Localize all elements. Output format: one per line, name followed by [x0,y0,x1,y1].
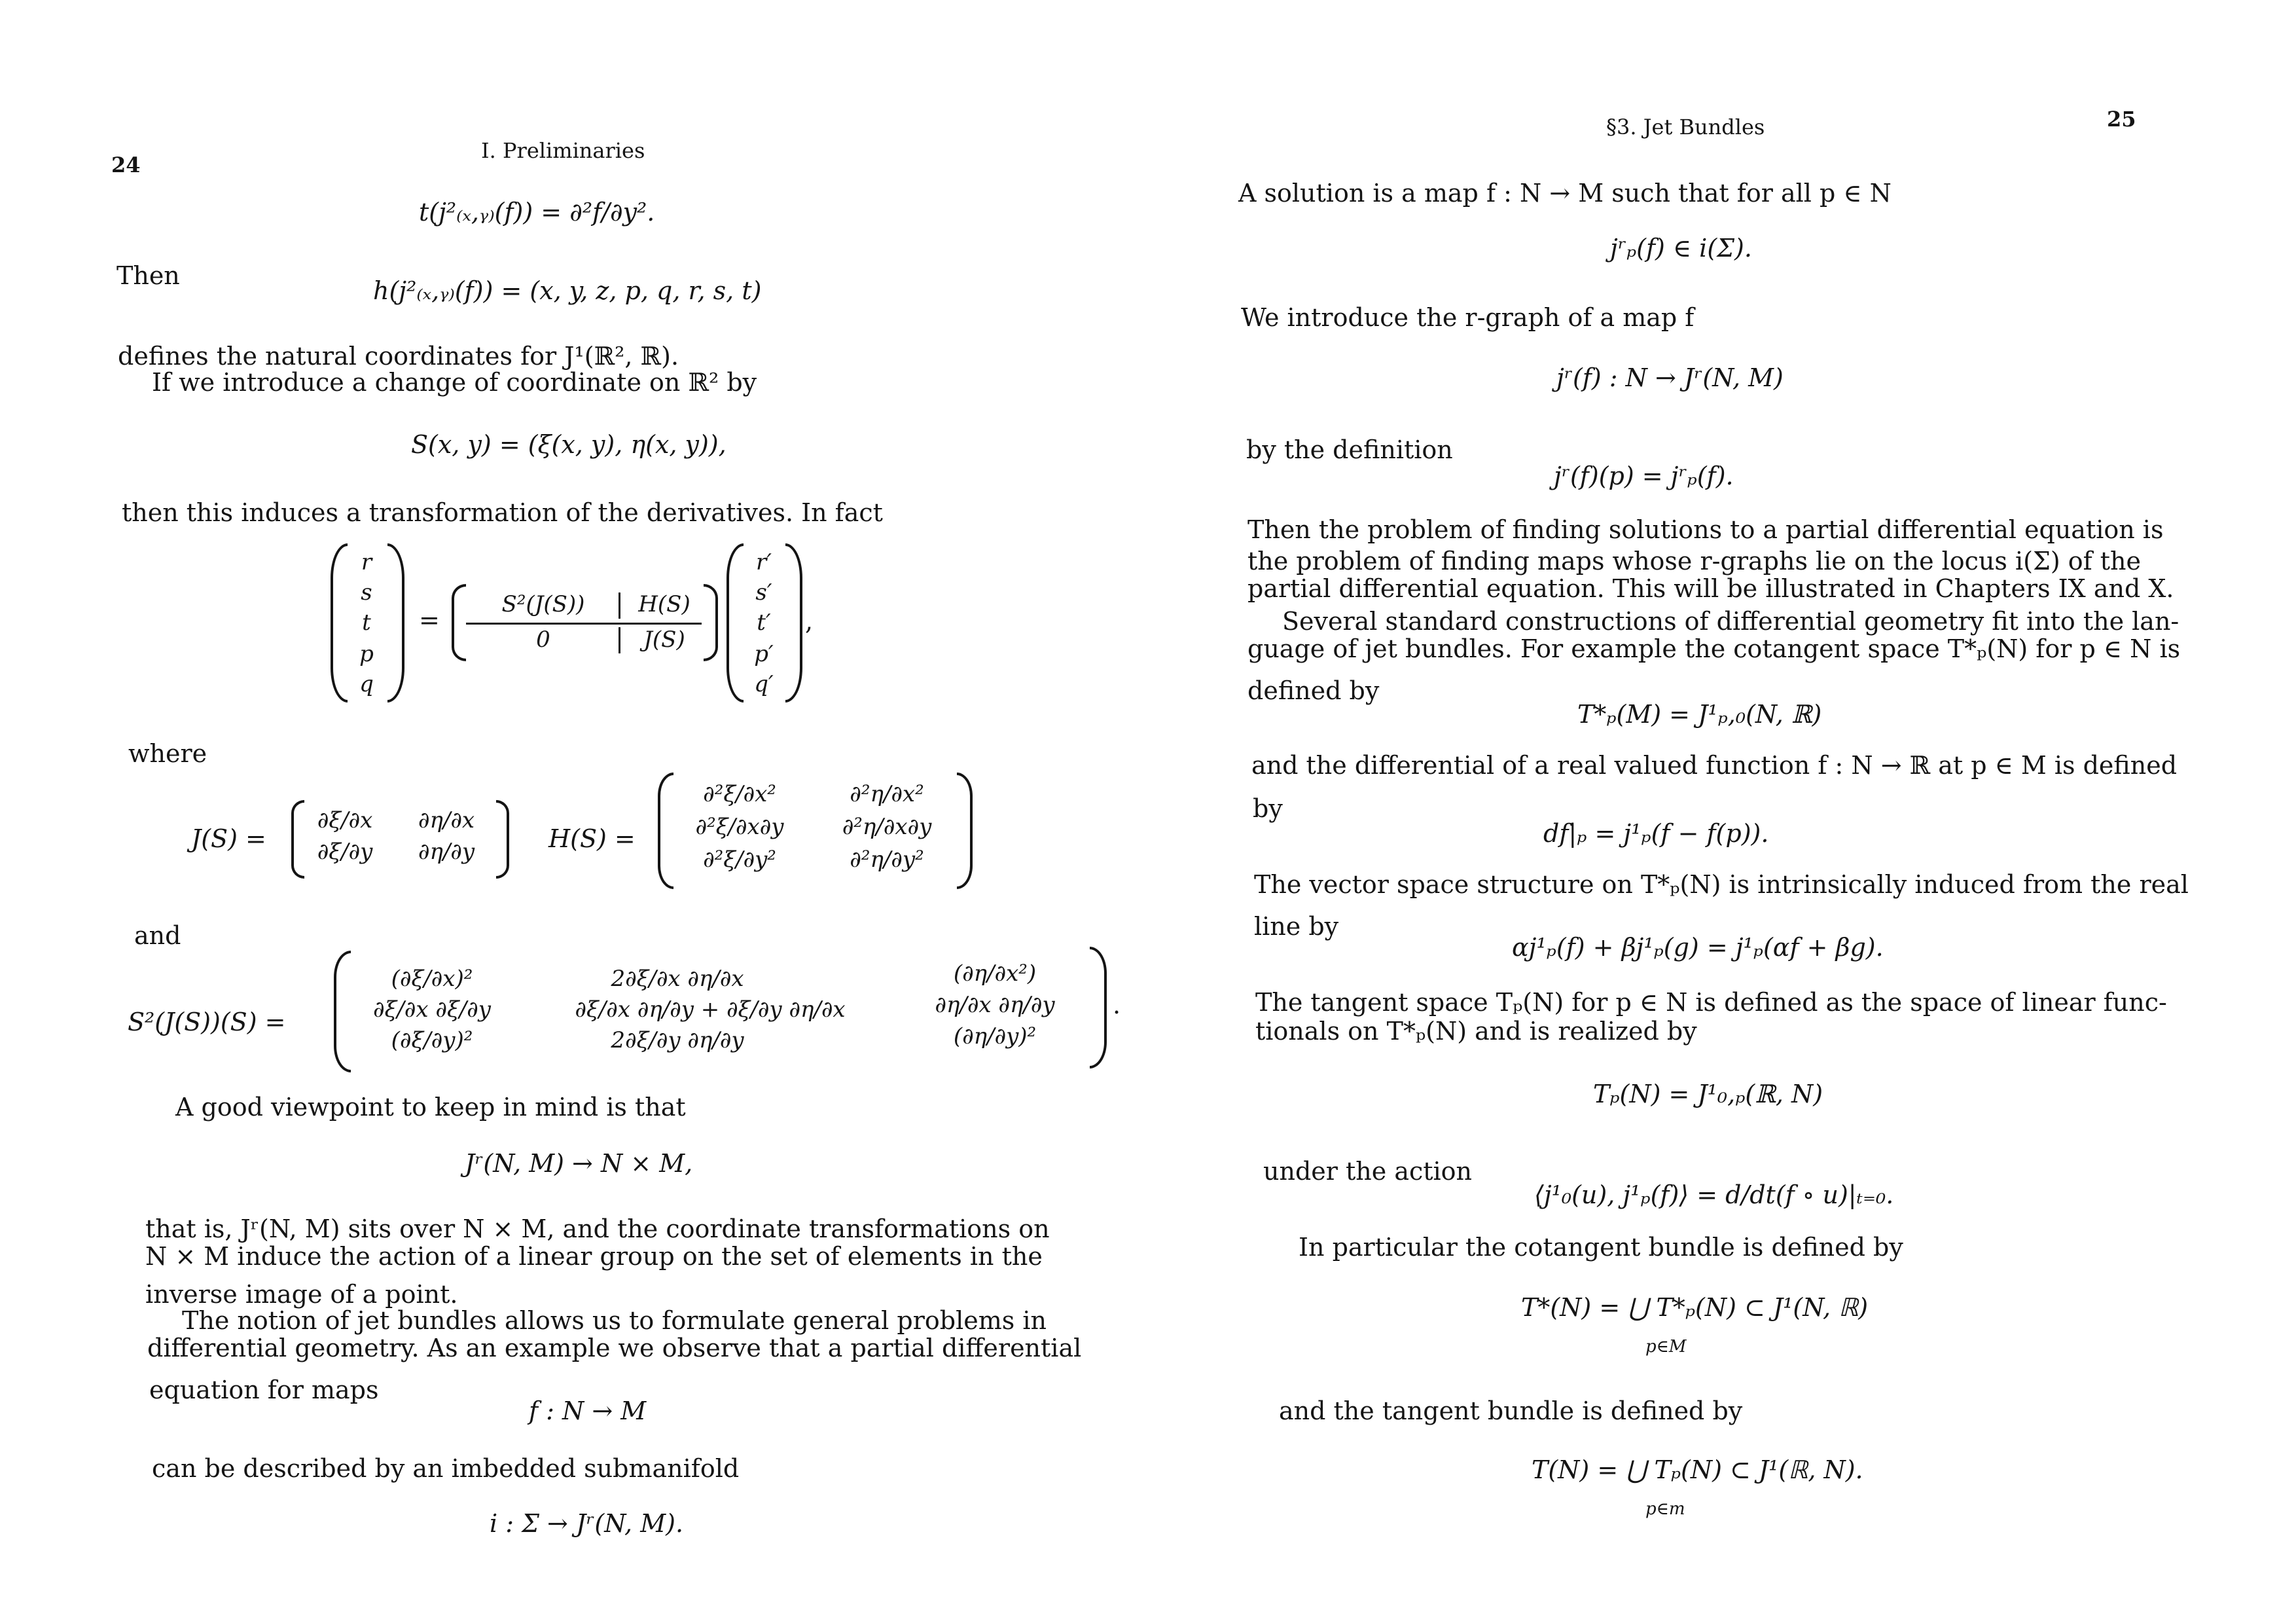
block-divider [619,593,620,619]
block-divider [619,627,620,653]
left-paren [331,543,348,702]
right-page [1148,0,2296,1623]
matrix-label: H(S) = [548,824,636,853]
running-head: I. Preliminaries [481,138,645,163]
matrix-cell: (∂ξ/∂y)² [391,1027,473,1053]
matrix-cell: ∂²ξ/∂y² [703,847,776,873]
block-top-right: H(S) [638,591,691,617]
paragraph-line: that is, Jʳ(N, M) sits over N × M, and the coordinate transformations on [145,1214,1050,1243]
equation: T*ₚ(M) = J¹ₚ,₀(N, ℝ) [1577,700,1822,729]
paragraph-line: The vector space structure on T*ₚ(N) is intrinsically induced from the real [1254,870,2189,899]
block-bottom-left: 0 [536,627,550,653]
matrix-cell: ∂²ξ/∂x∂y [695,814,784,840]
vector-entry: t [362,610,371,636]
equation-S: S(x, y) = (ξ(x, y), η(x, y)), [411,430,726,459]
equation: jʳₚ(f) ∈ i(Σ). [1610,234,1752,263]
equation-jet: Jʳ(N, M) → N × M, [465,1149,693,1178]
matrix-cell: (∂η/∂x²) [953,960,1037,987]
vector-entry: r′ [756,549,772,575]
matrix-cell: ∂η/∂x [418,807,475,833]
equation-i: i : Σ → Jʳ(N, M). [490,1509,684,1538]
vector-entry: q [359,671,374,697]
vector-entry: q′ [754,671,774,697]
matrix-cell: 2∂ξ/∂x ∂η/∂x [611,966,744,992]
equation: αj¹ₚ(f) + βj¹ₚ(g) = j¹ₚ(αf + βg). [1512,933,1884,962]
left-paren [334,951,351,1072]
equation: T*(N) = ⋃ T*ₚ(N) ⊂ J¹(N, ℝ) [1521,1293,1869,1322]
paragraph-line: then this induces a transformation of the derivatives. In fact [122,498,883,527]
paragraph-line: under the action [1263,1157,1473,1186]
paragraph-line: partial differential equation. This will be illustrated in Chapters IX and X. [1247,574,2174,603]
vector-entry: r [361,549,372,575]
paragraph-line: inverse image of a point. [145,1280,458,1309]
vector-entry: s [361,579,372,606]
matrix-cell: 2∂ξ/∂y ∂η/∂y [611,1027,744,1053]
period: . [1113,991,1121,1019]
paragraph-line: line by [1254,912,1339,941]
right-paren [785,543,802,702]
page-number: 24 [111,153,141,177]
paragraph-line: equation for maps [149,1376,379,1404]
text-and: and [134,921,181,950]
equation: Tₚ(N) = J¹₀,ₚ(ℝ, N) [1593,1080,1823,1108]
matrix-cell: (∂ξ/∂x)² [391,966,473,992]
equation: T(N) = ⋃ Tₚ(N) ⊂ J¹(ℝ, N). [1532,1455,1863,1484]
matrix-cell: (∂η/∂y)² [953,1023,1037,1049]
right-paren [387,543,404,702]
paragraph-line: the problem of finding maps whose r-graphs lie on the locus i(Σ) of the [1247,547,2142,575]
paragraph-line: by [1253,794,1283,823]
matrix-cell: ∂η/∂x ∂η/∂y [935,992,1055,1018]
paragraph-line: N × M induce the action of a linear group on the set of elements in the [145,1242,1043,1271]
equation-t: t(j²₍ₓ,ᵧ₎(f)) = ∂²f/∂y². [419,198,655,227]
equation: df|ₚ = j¹ₚ(f − f(p)). [1543,819,1769,848]
comma: , [805,607,814,636]
paragraph-line: The tangent space Tₚ(N) for p ∈ N is defined as the space of linear func- [1255,988,2167,1017]
block-rule [466,623,702,625]
right-paren [496,800,509,879]
matrix-cell: ∂ξ/∂y [317,839,373,865]
paragraph-line: A solution is a map f : N → M such that for all p ∈ N [1238,179,1892,208]
right-paren [957,773,973,889]
right-paren [1090,947,1107,1068]
matrix-cell: ∂ξ/∂x ∂ξ/∂y [373,996,491,1023]
matrix-label: S²(J(S))(S) = [128,1008,286,1036]
paragraph-line: differential geometry. As an example we observe that a partial differential [147,1334,1082,1362]
paragraph-line: guage of jet bundles. For example the cotangent space T*ₚ(N) for p ∈ N is [1247,634,2181,663]
right-paren [704,584,718,661]
vector-entry: p [359,641,374,667]
paragraph-line: and the tangent bundle is defined by [1279,1396,1743,1425]
block-bottom-right: J(S) [643,627,685,653]
matrix-cell: ∂²η/∂y² [850,847,924,873]
equation-h: h(j²₍ₓ,ᵧ₎(f)) = (x, y, z, p, q, r, s, t) [373,276,762,305]
paragraph-line: A good viewpoint to keep in mind is that [175,1093,686,1122]
paragraph-line: by the definition [1246,435,1453,464]
paragraph-line: and the differential of a real valued function f : N → ℝ at p ∈ M is defined [1251,751,2178,780]
matrix-cell: ∂²η/∂x∂y [842,814,932,840]
block-top-left: S²(J(S)) [501,591,585,617]
vector-entry: t′ [757,610,771,636]
matrix-cell: ∂ξ/∂x [317,807,373,833]
matrix-label: J(S) = [191,824,266,853]
paragraph-line: defines the natural coordinates for J¹(ℝ², ℝ). [118,342,679,371]
paragraph-line: defined by [1247,676,1380,705]
text-then: Then [117,261,180,290]
matrix-cell: ∂²η/∂x² [850,781,924,807]
left-paren [726,543,744,702]
matrix-cell: ∂ξ/∂x ∂η/∂y + ∂ξ/∂y ∂η/∂x [575,996,846,1023]
equation-subscript: p∈m [1645,1499,1685,1519]
page-number: 25 [2107,107,2136,132]
paragraph-line: Several standard constructions of differential geometry fit into the lan- [1282,607,2179,636]
matrix-cell: ∂η/∂y [418,839,475,865]
paragraph-line: The notion of jet bundles allows us to formulate general problems in [182,1306,1047,1335]
equation-subscript: p∈M [1645,1337,1687,1357]
left-paren [658,773,673,889]
text-where: where [128,739,207,768]
paragraph-line: If we introduce a change of coordinate on ℝ² by [152,368,757,397]
vector-entry: s′ [755,579,772,606]
vector-entry: p′ [754,641,774,667]
paragraph-line: tionals on T*ₚ(N) and is realized by [1255,1017,1697,1046]
paragraph-line: can be described by an imbedded submanifold [152,1454,740,1483]
equals-sign: = [419,606,440,634]
paragraph-line: We introduce the r-graph of a map f [1241,303,1695,332]
paragraph-line: In particular the cotangent bundle is defined by [1299,1233,1903,1262]
equation: ⟨j¹₀(u), j¹ₚ(f)⟩ = d/dt(f ∘ u)|ₜ₌₀. [1534,1180,1894,1209]
left-paren [452,584,466,661]
equation: jʳ(f) : N → Jʳ(N, M) [1556,363,1784,392]
equation: jʳ(f)(p) = jʳₚ(f). [1554,462,1734,490]
running-head: §3. Jet Bundles [1606,115,1765,139]
paragraph-line: Then the problem of finding solutions to a partial differential equation is [1247,515,2164,544]
equation-f: f : N → M [529,1396,647,1425]
matrix-cell: ∂²ξ/∂x² [703,781,776,807]
